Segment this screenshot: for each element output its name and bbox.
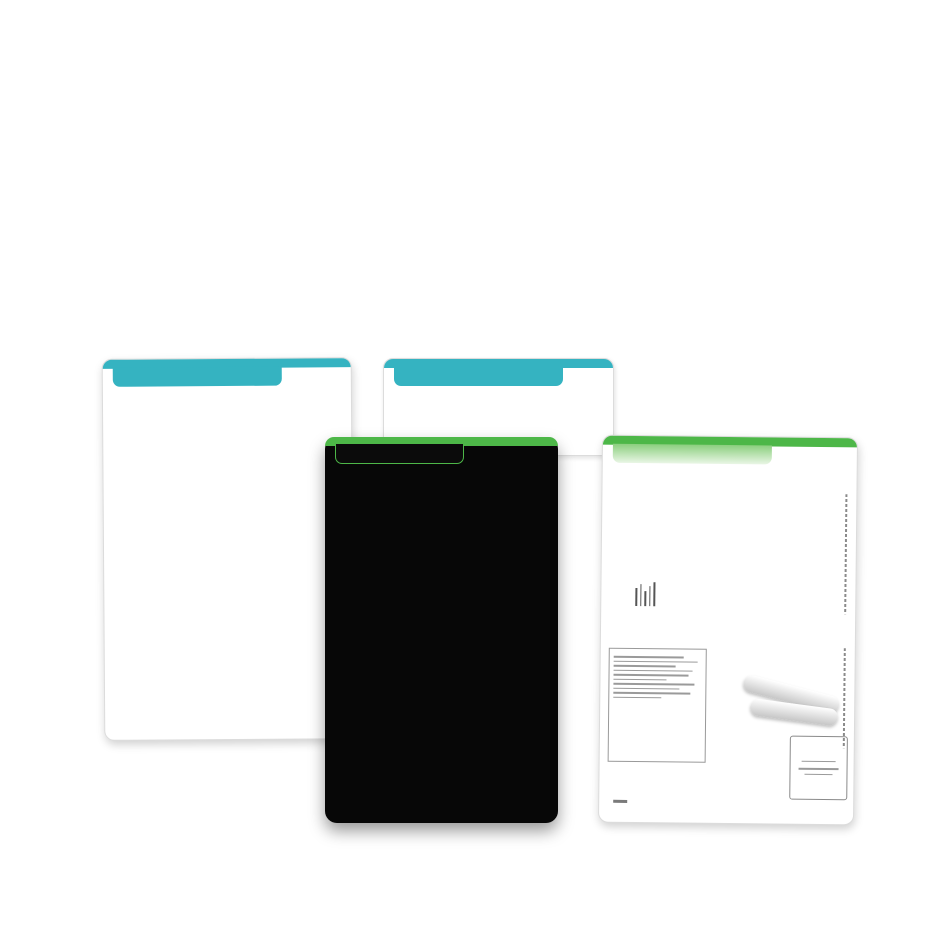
banner [88, 100, 852, 149]
sample-element-callout [789, 736, 848, 801]
footnotes-box [608, 648, 707, 763]
english-topics-section [120, 160, 450, 174]
page-title [116, 394, 339, 396]
science-page-periodic-table [598, 435, 858, 826]
science-page-solar-system [325, 437, 558, 823]
legend-caption-lines [635, 582, 655, 606]
english-page-body [116, 390, 339, 398]
science-tab [335, 444, 464, 464]
science-topics-section [480, 160, 840, 174]
vertical-microtext [844, 494, 847, 614]
sections [116, 396, 339, 398]
vertical-microtext [843, 648, 846, 748]
english-tab [394, 367, 563, 386]
english-page-body [397, 391, 601, 397]
periodic-table-graphic [599, 436, 857, 825]
english-page-parts-of-speech [102, 357, 355, 741]
solar-page-body [330, 467, 553, 471]
english-tab [113, 367, 282, 387]
spiral-binding-right [548, 441, 606, 827]
state-legend [635, 582, 655, 609]
product-code-mark [613, 800, 627, 803]
